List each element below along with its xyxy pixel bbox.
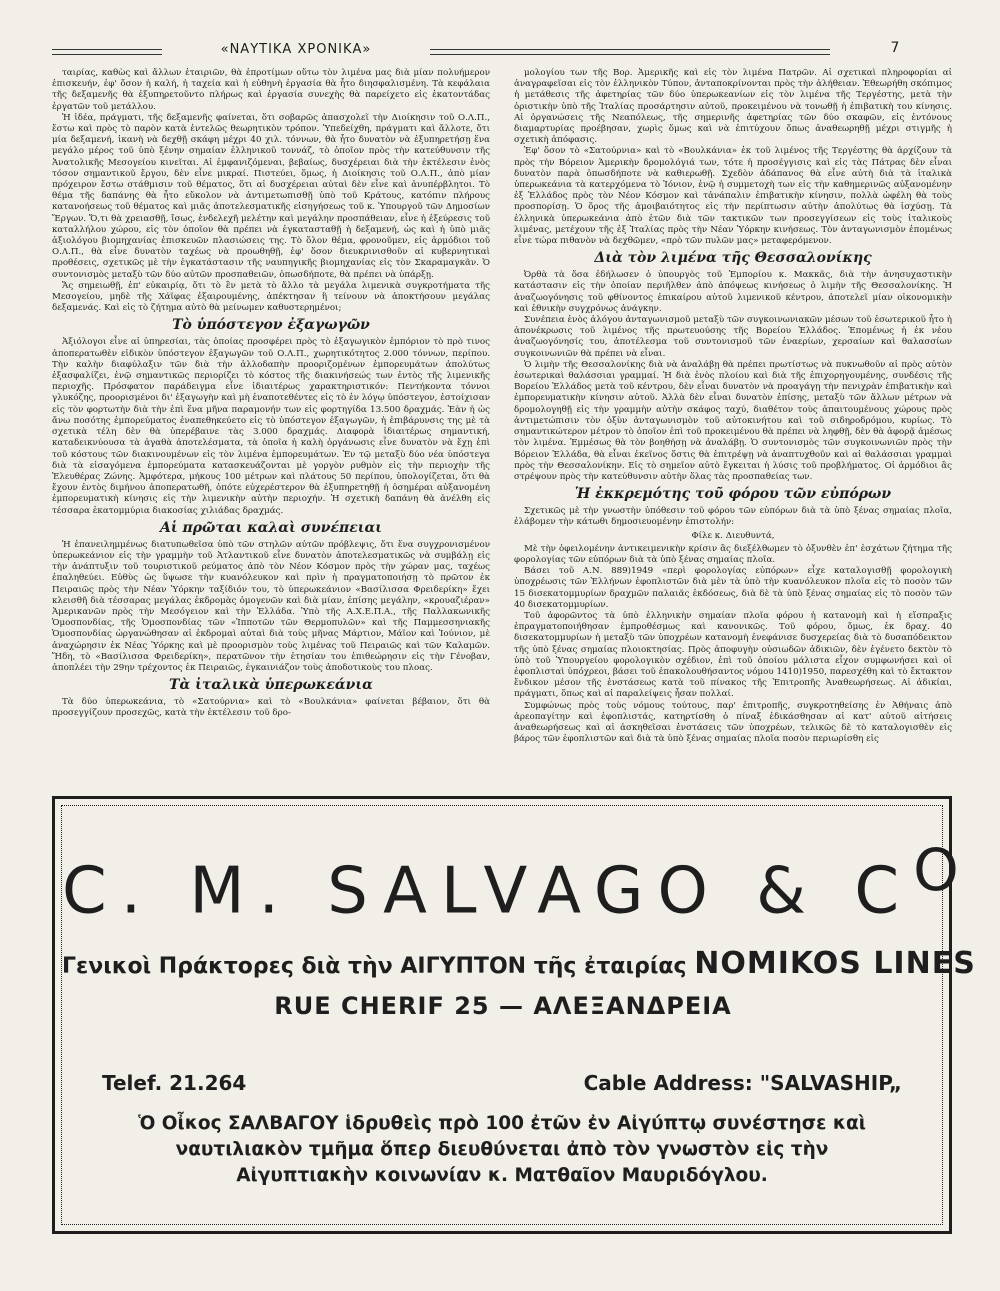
paragraph: Ἡ ἰδέα, πράγματι, τῆς δεξαμενῆς φαίνεται, ὅτι σοβαρῶς ἀπασχολεῖ τὴν Διοίκησιν τοῦ Ο.Λ.Π., ἔστω καὶ πρὸς τὸ παρὸν κατὰ ἐντελῶς θεωρητικὸν τρόπον. Ὑπεδείχθη, πράγματι καὶ ἄλλοτε, ὅτι μία δεξαμενή, ἱκανὴ νὰ δεχθῇ σκάφη μέχρι 40 χιλ. τόννων, θὰ ἦτο δυνατὸν νὰ ἐξυπηρετήσῃ ἕνα μεγάλο μέρος τοῦ ὑπὸ ξένην σημαίαν ἑλληνικοῦ τοννάζ, τὸ ὁποῖον πρὸς τὴν κατεύθυνσιν τῆς Ἀνατολικῆς Μεσογείου κινεῖται. Αἱ ἐμφανιζόμεναι, βεβαίως, δυσχέρειαι διὰ τὴν ἐκτέλεσιν ἑνὸς τόσον σημαντικοῦ ἔργου, δὲν εἶνε μικραί. Πιστεύει, ὅμως, ἡ Διοίκησις τοῦ Ο.Λ.Π., ἀπὸ μίαν πρόχειρον ἔστω στάθμισιν τοῦ θέματος, ὅτι αἱ δυσχέρειαι αὐταὶ δὲν εἶνε καὶ ἀνυπέρβλητοι. Τὸ θέμα τῆς δαπάνης θὰ ἦτο εὔκολον νὰ ἀντιμετωπισθῇ ὑπὸ τοῦ Κράτους, κατόπιν πλήρους κατανοήσεως τοῦ θέματος καὶ μιᾶς ἀποτελεσματικῆς εἰσηγήσεως τοῦ κ. Ὑπουργοῦ τῶν Δημοσίων Ἔργων. Ὅ,τι θὰ χρειασθῇ, ἴσως, ἐνδελεχῆ μελέτην καὶ μεγάλην προσπάθειαν, εἶνε ἡ ἐξεύρεσις τοῦ καταλλήλου χώρου, εἰς τὸν ὁποῖον θὰ πρέπει νὰ ἐγκατασταθῇ ἡ δεξαμενή, ὡς καὶ ἡ ὑπὸ μιᾶς ἀξιολόγου βιομηχανίας ἐπισκευῶν πλασιώσεις της. Τὸ ὅλον θέμα, φρονοῦμεν, εἰς ἁρμόδιοι τοῦ Ο.Λ.Π., θὰ εἶνε δυνατὸν ταχέως νὰ προωθηθῇ, ἐφ' ὅσον διευκρινισθοῦν αἱ κυβερνητικαὶ προθέσεις, σχετικῶς μὲ τὴν ἐγκατάστασιν τῆς ναυπηγικῆς βιομηχανίας εἰς τὸν Σκαραμαγκᾶν. Ὁ συντονισμὸς μεταξὺ τῶν δύο αὐτῶν προσπαθειῶν, ὁπωσδήποτε, θὰ πρέπει νὰ ὑπάρξῃ. [52,112,490,280]
paragraph: Τοῦ ἀφορῶντος τὰ ὑπὸ ἑλληνικὴν σημαίαν πλοῖα φόρου ἡ κατανομὴ καὶ ἡ εἴσπραξις ἐπραγματοποιήθησαν ἐμπροθέσμως καὶ κανονικῶς. Τοῦ φόρου, ὅμως, ἐκ δραχ. 40 δισεκατομμυρίων ἡ μεταξὺ τῶν ὑποχρέων κατανομὴ ἐνεφάνισε δυσχερείας διὰ τὸ δυσαπόδεικτον τῆς ὑπὸ ξένας σημαίας πλοιοκτησίας. Πρὸς ἀποφυγὴν οὐσιωδῶν ἀδικιῶν, δὲν ἐγένετο δεκτὸν τὸ ὑπὸ τοῦ Ὑπουργείου φορολογικὸν σχέδιον, ἐπὶ τοῦ ὁποίου μάλιστα εἶχον συμφωνήσει καὶ οἱ ἐφοπλισταὶ ὑπόχρεοι, βάσει τοῦ ἐπακολουθήσαντος νόμου 1410)1950, παρεσχέθη καὶ τὸ ἔκτακτον ἔνδικον μέσον τῆς ἐνστάσεως κατὰ τοῦ πίνακος τῆς Ἐπιτροπῆς Ἀναθεωρήσεως. Αἱ ἀδικίαι, πράγματι, ὅπως καὶ αἱ παραλείψεις ἦσαν πολλαί. [514,610,952,700]
section-heading-italian-liners: Τὰ ἰταλικὰ ὑπερωκεάνια [169,677,373,694]
page-number: 7 [890,40,900,56]
paragraph: Συμφώνως πρὸς τοὺς νόμους τούτους, παρ' ἐπιτροπῆς, συγκροτηθείσης ἐν Ἀθήναις ἀπὸ ἀρεοπαγίτην καὶ ἐφοπλιστάς, κατηρτίσθη ὁ πίναξ ἐδικάσθησαν αἱ κατ' αὐτοῦ αἰτήσεις ἀναθεωρήσεως καὶ αἱ ἀσκηθεῖσαι ἐνστάσεις τῶν ὑποχρέων, τελικῶς δὲ τὸ καταλογισθὲν εἰς βάρος τῶν ἐφοπλιστῶν καὶ διὰ τὰ ὑπὸ ξένας σημαίας πλοῖα ποσὸν περιωρίσθη εἰς [514,700,952,745]
paragraph: Ἄς σημειωθῇ, ἐπ' εὐκαιρίᾳ, ὅτι τὸ ἓν μετὰ τὸ ἄλλο τὰ μεγάλα λιμενικὰ συγκροτήματα τῆς Μεσογείου, μηδὲ τῆς Χάϊφας ἐξαιρουμένης, ἀπέκτησαν ἢ τείνουν νὰ ἀποκτήσουν μεγάλας δεξαμενάς. Καὶ εἰς τὸ ζήτημα αὐτὸ θὰ μείνωμεν καθυστερημένοι; [52,280,490,314]
ad-agents-line [62,946,976,981]
ad-telephone: Telef. 21.264 [102,1071,247,1095]
section-heading-wealth-tax: Ἡ ἐκκρεμότης τοῦ φόρου τῶν εὐπόρων [574,486,892,503]
publication-title: «ΝΑΥΤΙΚΑ ΧΡΟΝΙΚΑ» [220,42,372,57]
letter-salutation: Φίλε κ. Διευθυντά, [691,530,775,541]
ad-brand-text: C. M. SALVAGO & C [62,854,914,929]
paragraph: Σχετικῶς μὲ τὴν γνωστὴν ὑπόθεσιν τοῦ φόρου τῶν εὐπόρων διὰ τὰ ὑπὸ ξένας σημαίας πλοῖα, ἐλάβομεν τὴν κάτωθι δημοσιευομένην ἐπιστολήν: [514,506,952,528]
paragraph: Ὀρθὰ τὰ ὅσα ἐδήλωσεν ὁ ὑπουργὸς τοῦ Ἐμπορίου κ. Μακκᾶς, διὰ τὴν ἀνησυχαστικὴν κατάστασιν εἰς τὴν ὁποίαν περιῆλθεν ἀπὸ ἀπόψεως κινήσεως ὁ λιμὴν τῆς Θεσσαλονίκης. Ἡ ἀναζωογόνησις τοῦ φθίνοντος ἐπικαίρου αὐτοῦ λιμενικοῦ κέντρου, ἀποτελεῖ μίαν οἰκονομικὴν καὶ ἐθνικὴν συγχρόνως ἀνάγκην. [514,270,952,314]
section-heading-thessaloniki-port: Διὰ τὸν λιμένα τῆς Θεσσαλονίκης [594,250,872,267]
left-column [52,68,490,790]
paragraph: Βάσει τοῦ Α.Ν. 889)1949 «περὶ φορολογίας εὐπόρων» εἶχε καταλογισθῇ φορολογικὴ ὑποχρέωσις τῶν Ἑλλήνων ἐφοπλιστῶν διὰ μὲν τὰ ὑπὸ τὴν κυανόλευκον πλοῖα εἰς τὸ ποσὸν τῶν 15 δισεκατομμυρίων δραχμῶν παλαιᾶς ἐκδόσεως, διὰ δὲ τὰ ὑπὸ ξένας σημαίας εἰς τὸ ποσὸν τῶν 40 δισεκατομμυρίων. [514,566,952,610]
paragraph: Ἐφ' ὅσον τὸ «Σατούρνια» καὶ τὸ «Βουλκάνια» ἐκ τοῦ λιμένος τῆς Τεργέστης θὰ ἀρχίζουν τὰ πρὸς τὴν Βόρειον Ἀμερικὴν δρομολόγιά των, τότε ἡ προσέγγισις καὶ εἰς τὰς Πάτρας δὲν εἶναι δυνατὸν παρὰ ὁπωσδήποτε νὰ καθιερωθῇ. Σχεδὸν ἀδάπανος θὰ εἶνε αὐτὴ διὰ τὰ ἰταλικὰ ὑπερωκεάνια τὰ κατερχόμενα τὸ Ἰόνιον, ἐνῷ ἡ συμμετοχὴ των εἰς τὴν καθημερινῶς αὐξανομένην ἐξ Ἑλλάδος πρὸς τὸν Νέον Κόσμον καὶ τἀνάπαλιν ἐπιβατικὴν κίνησιν, πολλὰ ὠφέλη θὰ τοὺς προσπορίσῃ. Ὁ ὅρος τῆς ἀμοιβαιότητος εἰς τὴν περίπτωσιν αὐτὴν ἀπολύτως θὰ ἰσχύσῃ. Τὰ ἑλληνικὰ ὑπερωκεάνια ἀπὸ ἐτῶν διὰ τῶν τακτικῶν των προσεγγίσεων εἰς τοὺς ἰταλικοὺς λιμένας, μετέχουν τῆς ἐξ Ἰταλίας πρὸς τὴν Νέαν Ὑόρκην κινήσεως. Τὸν ἀνταγωνισμὸν ἐπομένως εἶνε τώρα πιθανὸν νὰ δεχθῶμεν, «πρὸ τῶν πυλῶν μας» μεταφερόμενον. [514,146,952,247]
paragraph: Τὰ δύο ὑπερωκεάνια, τὸ «Σατούρνια» καὶ τὸ «Βουλκάνια» φαίνεται βέβαιον, ὅτι θὰ προσεγγίζουν προσεχῶς, κατὰ τὴν ἐκτέλεσιν τοῦ δρο- [52,697,490,719]
section-heading-first-consequences: Αἱ πρῶται καλαὶ συνέπειαι [159,519,383,536]
header-rule-right [430,49,830,55]
ad-address: RUE CHERIF 25 — ΑΛΕΞΑΝΔΡΕΙΑ [274,992,732,1020]
section-heading-export-shed: Τὸ ὑπόστεγον ἐξαγωγῶν [172,317,370,334]
ad-brand-suffix: O [913,836,973,904]
right-column [514,68,952,790]
running-header [52,40,952,62]
ad-brand-name [62,836,973,929]
paragraph: Ἀξιόλογοι εἶνε αἱ ὑπηρεσίαι, τὰς ὁποίας προσφέρει πρὸς τὸ ἐξαγωγικὸν ἐμπόριον τὸ πρὸ τινος ἀποπερατωθὲν εἰδικὸν ὑπόστεγον ἐξαγωγῶν τοῦ Ο.Λ.Π., χωρητικότητος 2.000 τόννων, περίπου. Τὴν καλὴν διαφύλαξιν τῶν διὰ τὴν ἀλλοδαπὴν προοριζομένων ἐμπορευμάτων ἀπολύτως ἐξασφαλίζει, ἐνῷ σημαντικῶς περιορίζει τὸ κόστος τῆς διακινήσεώς των ἐντὸς τῆς λιμενικῆς περιοχῆς. Πρόσφατον παράδειγμα εἶνε ἰδιαιτέρως χαρακτηριστικόν: Πεντήκοντα τόννοι γλυκόζης, προορισμένοι δι' ἐξαγωγὴν καὶ μὴ ἐναποτεθέντες εἰς τὸ ἐν λόγῳ ὑπόστεγον, ἐστοίχισαν εἰς τὸν φορτωτὴν διὰ τὴν ἐπὶ ἕνα μῆνα παραμονήν των εἰς φορτηγίδα 13.500 δραχμάς. Ἐὰν ἡ ὡς ἄνω ποσότης ἐμπορεύματος ἐναπεθηκεύετο εἰς τὸ ὑπόστεγον ἐξαγωγῶν, ἡ ἐπιβάρυνσις της μὲ τὰ σχετικὰ τέλη δὲν θὰ ὑπερέβαινε τὰς 3.000 δραχμάς. Διαφορὰ ἰδιαιτέρως σημαντική, καταδεικνύουσα τὰ ἀγαθὰ ἀποτελέσματα, τὰ ὁποῖα ἡ καλὴ ὀργάνωσις εἶνε δυνατὸν νὰ ἔχῃ ἐπὶ τοῦ κόστους τῶν διακινουμένων εἰς τὸν λιμένα ἐμπορευμάτων. Ἐν τῷ μεταξὺ δύο νέα ὑπόστεγα διὰ τὰ εἰσαγόμενα ἐμπορεύματα κατασκευάζονται μὲ γοργὸν ρυθμὸν εἰς τὴν περιοχὴν τῆς Ἐλευθέρας Ζώνης. Ἀμφότερα, μήκους 100 μέτρων καὶ πλάτους 50 περίπου, ὑπολογίζεται, ὅτι θὰ ἔχουν ἐντὸς διμήνου ἀποπερατωθῆ, ὁπότε εὐχερέστερον θὰ ἐξυπηρετηθῇ ἡ ὁσημέραι αὐξανομένη ἐμπορευματικὴ κίνησις εἰς τὴν λιμενικὴν αὐτὴν περιοχήν. Ἡ σχετικὴ δαπάνη θὰ ἀνέλθη εἰς τέσσαρα ἑκατομμύρια διακοσίας χιλιάδας δραχμάς. [52,337,490,516]
paragraph: Ὁ λιμὴν τῆς Θεσσαλονίκης διὰ νὰ ἀναλάβῃ θὰ πρέπει πρωτίστως νὰ πυκνωθοῦν αἱ πρὸς αὐτὸν ἐσωτερικαὶ θαλάσσιαι γραμμαί. Ἡ διὰ ἑνὸς πλοίου καὶ διὰ τῆς ἐπιχορηγουμένης, συνδέσις τῆς Βορείου Ἑλλάδος μετὰ τοῦ κέντρου, δὲν εἶναι δυνατὸν νὰ προαγάγῃ τὴν πενιχρὰν ἐπιβατικὴν καὶ ἐμπορευματικὴν κίνησιν αὐτοῦ. Ἀλλὰ δὲν εἶναι δυνατὸν ἐπίσης, μεταξὺ τῶν ἄλλων μέτρων νὰ δρομολογηθῇ εἰς τὴν γραμμὴν αὐτὴν σκάφος ταχύ, διαθέτον τοὺς ἀπαιτουμένους χώρους πρὸς ἀντιμετώπισιν τὸν ὀξὺν ἀνταγωνισμὸν τοῦ αὐτοκινήτου καὶ τοῦ σιδηροδρόμου, κυρίως. Τὸ σημαντικώτερον μέτρον τὸ ὁποῖον ἐπὶ τοῦ προκειμένου θὰ πρέπει νὰ ληφθῇ, δὲν θὰ ἀφορᾷ ἀμέσως τὸν λιμένα. Ἐμμέσως θὰ τὸν βοηθήσῃ νὰ ἀναλάβῃ. Ὁ συντονισμὸς τῶν συγκοινωνιῶν πρὸς τὴν Βόρειον Ἑλλάδα, θὰ εἶναι ἐκεῖνος ὅστις θὰ ἐπιτρέψῃ νὰ ἀναπτυχθοῦν καὶ αἱ θαλάσσιαι γραμμαὶ πρὸς τὴν Θεσσαλονίκην. Εἰς τὸ σημεῖον αὐτὸ ἔγκειται ἡ λύσις τοῦ προβλήματος. Οἱ ἁρμόδιοι ἂς στρέψουν πρὸς τὴν κατεύθυνσιν αὐτὴν ὅλας τὰς προσπαθείας των. [514,359,952,482]
paragraph: Συνέπεια ἑνὸς ἀλόγου ἀνταγωνισμοῦ μεταξὺ τῶν συγκοινωνιακῶν μέσων τοῦ ἐσωτερικοῦ ἦτο ἡ ἀπονέκρωσις τοῦ λιμένος τῆς πρωτευούσης τῆς Βορείου Ἑλλάδος. Ἐπομένως ἡ ἐκ νέου ἀναζωογόνησίς του, ἀποτέλεσμα τοῦ συντονισμοῦ τῶν ἐναερίων, χερσαίων καὶ θαλασσίων συγκοινωνιῶν θὰ πρέπει νὰ εἶναι. [514,315,952,359]
ad-dotted-frame [61,805,976,1225]
ad-company-lines: NOMIKOS LINES [694,946,976,981]
paragraph: ταιρίας, καθὼς καὶ ἄλλων ἑταιριῶν, θὰ ἐπροτίμων οὕτω τὸν λιμένα μας διὰ μίαν πολυήμερον ἐπισκευήν, ἐφ' ὅσον ἡ καλή, ἡ ταχεία καὶ ἡ εὐθηνὴ ἐργασία θὰ ἦτο διησφαλισμένη. Τὰ κεφάλαια τῆς δεξαμενῆς θὰ ἐξυπηρετοῦντο πλήρως καὶ ἐργασία συνεχὴς θὰ παρείχετο εἰς ἑκατοντάδας ἐργατῶν τοῦ μετάλλου. [52,68,490,112]
paragraph: Ἡ ἐπανειλημμένως διατυπωθεῖσα ὑπὸ τῶν στηλῶν αὐτῶν πρόβλεψις, ὅτι ἕνα συγχρονισμένον ὑπερωκεάνιον εἰς τὴν γραμμὴν τοῦ Ἀτλαντικοῦ εἶνε δυνατὸν ἀποτελεσματικῶς νὰ συμβάλῃ εἰς τὴν ἀνάπτυξιν τοῦ τουριστικοῦ ρεύματος ἀπὸ τὸν Νέον Κόσμον πρὸς τὴν χώραν μας, ταχέως ἐπαληθεύει. Εὐθὺς ὡς ὕψωσε τὴν κυανόλευκον καὶ πρὶν ἡ πραγματοποιήσῃ τὸ πρῶτον ἐκ Πειραιῶς πρὸς τὴν Νέαν Ὑόρκην ταξίδιόν του, τὸ ὑπερωκεάνιον «Βασίλισσα Φρειδερίκη» ἔχει κλεισθῆ διὰ τέσσαρας μεγάλας ἐκδρομὰς ὁμογενῶν καὶ διὰ μίαν, ἐπίσης μεγάλην, «κρουαζιέραν» Ἀμερικανῶν πρὸς τὴν Μεσόγειον καὶ τὴν Ἑλλάδα. Ὑπὸ τῆς Α.Χ.Ε.Π.Α., τῆς Παλλακωνικῆς Ὁμοσπονδίας, τῆς Ὁμοσπονδίας τῶν «Ἱπποτῶν τῶν Θερμοπυλῶν» καὶ τῆς Παμμεσσηνιακῆς Ὁμοσπονδίας ὠργανώθησαν αἱ ἐκδρομαὶ αὐταὶ διὰ τοὺς μῆνας Μάρτιον, Μάϊον καὶ Ἰούνιον, μὲ ἀναχώρησιν ἐκ Νέας Ὑόρκης καὶ μὲ προορισμὸν τοὺς λιμένας τοῦ Πειραιῶς καὶ τῶν Καλαμῶν. Ἤδη, τὸ «Βασίλισσα Φρειδερίκη», περατῶνον τὴν ἐτησίαν του ἐπιθεώρησιν εἰς τὴν Γένοβαν, ἀποπλέει τὴν 29ην τρέχοντος ἐκ Πειραιῶς, ἐγκαινιάζον τοὺς ἀποδοτικοὺς του πλοας. [52,539,490,673]
header-rule-left [52,49,162,55]
paragraph: μολογίου των τῆς Βορ. Ἀμερικῆς καὶ εἰς τὸν λιμένα Πατρῶν. Αἱ σχετικαὶ πληροφορίαι αἱ ἀναγραφεῖσαι εἰς τὸν ἑλληνικὸν Τύπον, ἀνταποκρίνονται πρὸς τὴν ἀλήθειαν. Ἐθεωρήθη σκόπιμος ἡ μετάθεσις τῆς ἀφετηρίας τῶν δύο ὑπερωκεανίων εἰς τὸν λιμένα τῆς Τεργέστης, μετὰ τὴν ὁριστικὴν ὑπὸ τῆς Ἰταλίας προσάρτησιν αὐτοῦ, προκειμένου νὰ τονωθῇ ἡ ἐπιβατικὴ του κίνησις. Αἱ ὀργανώσεις τῆς Νεαπόλεως, τῆς σημερινῆς ἀφετηρίας τῶν δύο σκαφῶν, εἰς ἐντόνους διαμαρτυρίας προέβησαν, χωρὶς ὅμως καὶ νὰ ἐπιτύχουν ὅπως ἀναθεωρηθῇ μέχρι στιγμῆς ἡ σχετικὴ ἀπόφασις. [514,68,952,146]
salvago-advertisement [52,796,976,1234]
paragraph: Μὲ τὴν ὀφειλομένην ἀντικειμενικὴν κρίσιν ἂς διεξέλθωμεν τὸ ὀξυνθὲν ἐπ' ἐσχάτων ζήτημα τῆς φορολογίας τῶν εὐπόρων διὰ τὰ ὑπὸ ξένας σημαίας πλοῖα. [514,543,952,565]
ad-cable-address: Cable Address: "SALVASHIP„ [583,1071,902,1095]
article-columns [52,68,952,790]
ad-agents-prefix: Γενικοὶ Πράκτορες διὰ τὴν ΑΙΓΥΠΤΟΝ τῆς ἐταιρίας [62,954,687,979]
ad-history-text: Ὁ Οἶκος ΣΑΛΒΑΓΟΥ ἱδρυθεὶς πρὸ 100 ἐτῶν ἐν Αἰγύπτῳ συνέστησε καὶ ναυτιλιακὸν τμῆμα ὅπερ διευθύνεται ἀπὸ τὸν γνωστὸν εἰς τὴν Αἰγυπτιακὴν κοινωνίαν κ. Ματθαῖον Μαυριδόγλου. [138,1113,866,1186]
newspaper-page [52,30,976,1270]
